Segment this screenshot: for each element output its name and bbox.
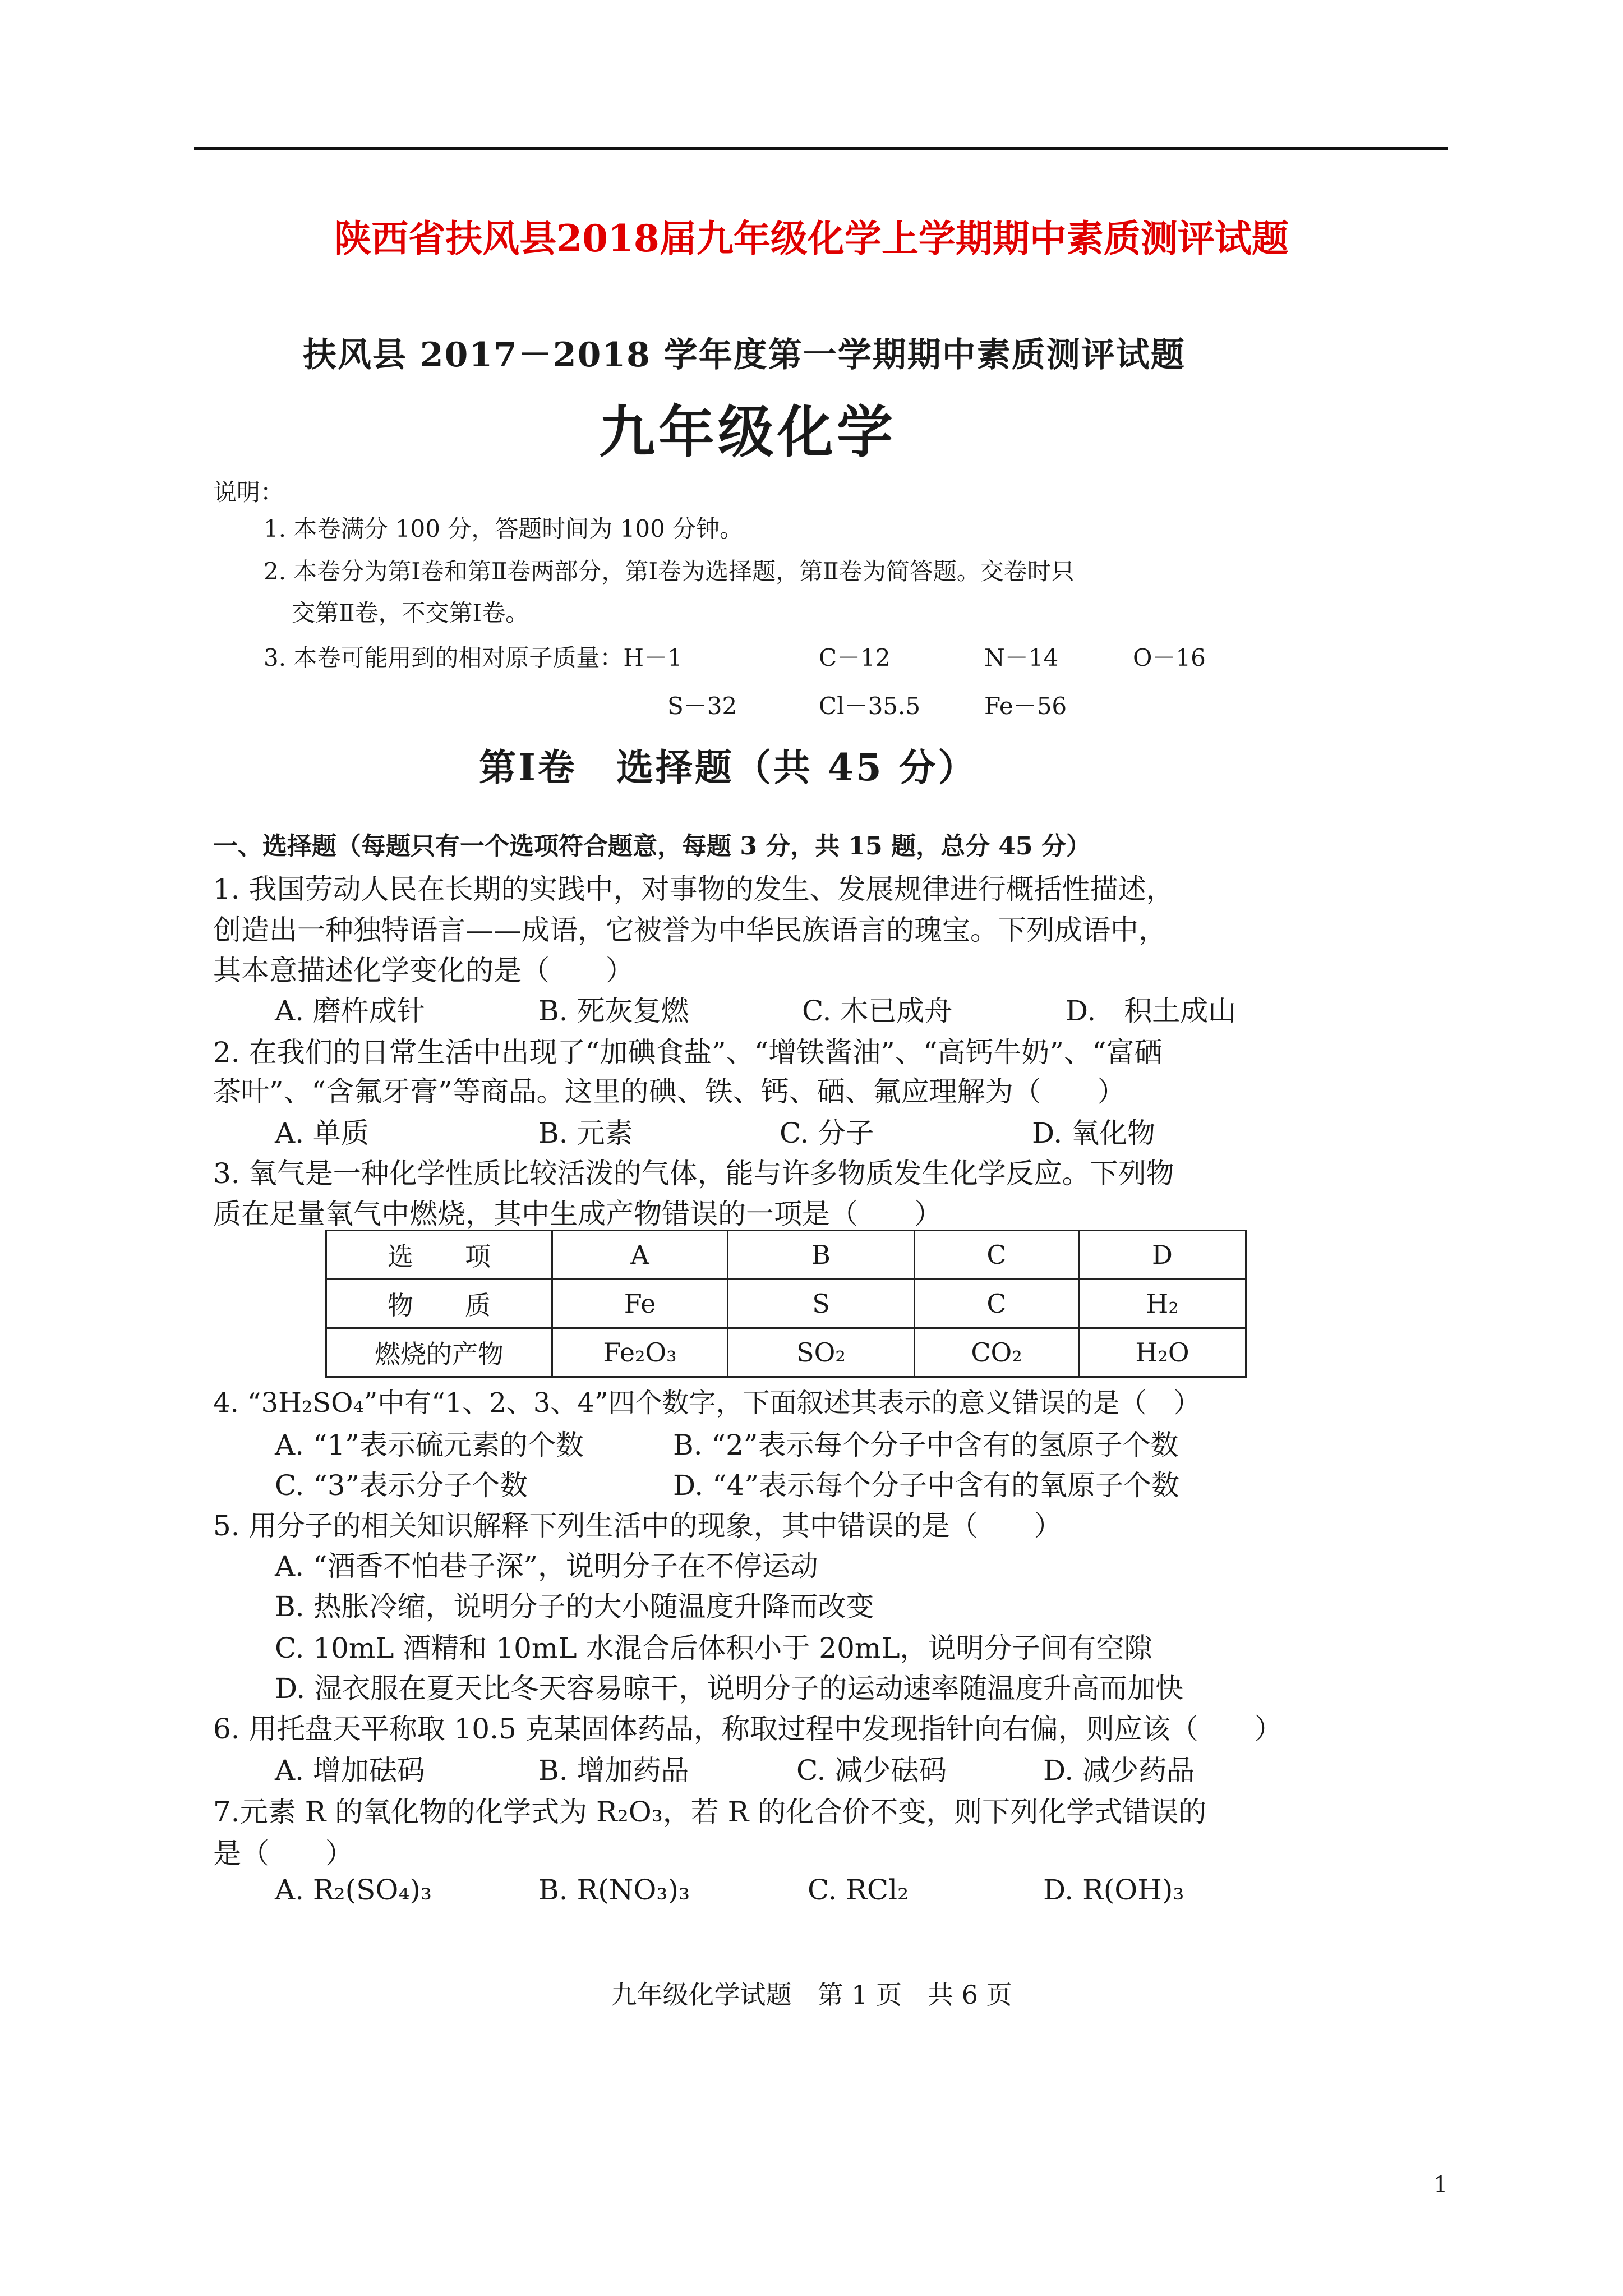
section-title: 第Ⅰ卷 选择题（共 45 分） (479, 746, 978, 789)
exam-title: 扶风县 2017－2018 学年度第一学期期中素质测评试题 (303, 335, 1186, 375)
mass-n: N－14 (984, 644, 1059, 671)
q3-line-2: 质在足量氧气中燃烧，其中生成产物错误的一项是（ ） (213, 1198, 942, 1230)
q4-option-b: B. “2”表示每个分子中含有的氢原子个数 (673, 1429, 1179, 1461)
note-1: 1. 本卷满分 100 分，答题时间为 100 分钟。 (264, 515, 744, 542)
table-cell: 选 项 (326, 1231, 552, 1280)
table-cell: C (915, 1231, 1079, 1280)
q7-option-c: C. RCl₂ (808, 1874, 909, 1906)
q1-line-3: 其本意描述化学变化的是（ ） (213, 954, 634, 987)
table-cell: H₂O (1079, 1328, 1246, 1377)
q2-option-d: D. 氧化物 (1032, 1117, 1156, 1149)
q5-option-b: B. 热胀冷缩，说明分子的大小随温度升降而改变 (275, 1590, 874, 1623)
q6-option-d: D. 减少药品 (1043, 1754, 1195, 1787)
q2-line-2: 茶叶”、“含氟牙膏”等商品。这里的碘、铁、钙、硒、氟应理解为（ ） (213, 1075, 1126, 1108)
mass-s: S－32 (667, 692, 737, 720)
table-cell: B (728, 1231, 915, 1280)
q1-line-2: 创造出一种独特语言——成语，它被誉为中华民族语言的瑰宝。下列成语中， (213, 914, 1166, 946)
q2-option-b: B. 元素 (538, 1117, 633, 1149)
q4-option-c: C. “3”表示分子个数 (275, 1469, 528, 1502)
q7-option-a: A. R₂(SO₄)₃ (275, 1874, 432, 1906)
part-heading: 一、选择题（每题只有一个选项符合题意，每题 3 分，共 15 题，总分 45 分） (213, 832, 1091, 861)
table-cell: CO₂ (915, 1328, 1079, 1377)
table-cell: 物 质 (326, 1280, 552, 1328)
q3-table (325, 1230, 1247, 1378)
q4-option-a: A. “1”表示硫元素的个数 (275, 1429, 584, 1461)
q5-line-1: 5. 用分子的相关知识解释下列生活中的现象，其中错误的是（ ） (213, 1510, 1062, 1542)
q1-option-a: A. 磨杵成针 (275, 995, 425, 1027)
table-row (326, 1280, 1246, 1328)
q2-option-a: A. 单质 (275, 1117, 369, 1149)
q5-option-d: D. 湿衣服在夏天比冬天容易晾干，说明分子的运动速率随温度升高而加快 (275, 1672, 1184, 1705)
q6-option-a: A. 增加砝码 (275, 1754, 425, 1787)
top-rule (194, 147, 1448, 150)
q7-line-1: 7.元素 R 的氧化物的化学式为 R₂O₃，若 R 的化合价不变，则下列化学式错误的 (213, 1796, 1207, 1828)
table-cell: Fe (552, 1280, 728, 1328)
table-cell: C (915, 1280, 1079, 1328)
q2-line-1: 2. 在我们的日常生活中出现了“加碘食盐”、“增铁酱油”、“高钙牛奶”、“富硒 (213, 1036, 1163, 1069)
red-title: 陕西省扶风县2018届九年级化学上学期期中素质测评试题 (334, 217, 1289, 260)
table-cell: SO₂ (728, 1328, 915, 1377)
table-row (326, 1328, 1246, 1377)
note-2: 2. 本卷分为第Ⅰ卷和第Ⅱ卷两部分，第Ⅰ卷为选择题，第Ⅱ卷为简答题。交卷时只 (264, 558, 1075, 585)
table-row (326, 1231, 1246, 1280)
table-cell: 燃烧的产物 (326, 1328, 552, 1377)
q7-line-2: 是（ ） (213, 1837, 353, 1870)
table-cell: A (552, 1231, 728, 1280)
q7-option-d: D. R(OH)₃ (1043, 1874, 1184, 1906)
q1-line-1: 1. 我国劳动人民在长期的实践中，对事物的发生、发展规律进行概括性描述， (213, 873, 1174, 905)
q4-option-d: D. “4”表示每个分子中含有的氧原子个数 (673, 1469, 1180, 1502)
q7-option-b: B. R(NO₃)₃ (538, 1874, 690, 1906)
page-number: 1 (1433, 2172, 1448, 2198)
q1-option-d: D. 积土成山 (1066, 995, 1237, 1027)
table-cell: H₂ (1079, 1280, 1246, 1328)
q5-option-c: C. 10mL 酒精和 10mL 水混合后体积小于 20mL，说明分子间有空隙 (275, 1632, 1152, 1664)
table-cell: S (728, 1280, 915, 1328)
q1-option-b: B. 死灰复燃 (538, 995, 689, 1027)
q6-option-b: B. 增加药品 (538, 1754, 689, 1787)
q1-option-c: C. 木已成舟 (802, 995, 953, 1027)
q5-option-a: A. “酒香不怕巷子深”，说明分子在不停运动 (275, 1550, 819, 1582)
subject-title: 九年级化学 (599, 399, 896, 465)
table-cell: Fe₂O₃ (552, 1328, 728, 1377)
page-footer: 九年级化学试题 第 1 页 共 6 页 (611, 1980, 1012, 2010)
q4-line-1: 4. “3H₂SO₄”中有“1、2、3、4”四个数字，下面叙述其表示的意义错误的是（ ） (213, 1387, 1201, 1419)
mass-fe: Fe－56 (984, 692, 1067, 720)
mass-o: O－16 (1133, 644, 1206, 671)
notes-label: 说明： (213, 478, 284, 506)
q2-option-c: C. 分子 (780, 1117, 874, 1149)
mass-c: C－12 (819, 644, 891, 671)
mass-cl: Cl－35.5 (819, 692, 921, 720)
table-cell: D (1079, 1231, 1246, 1280)
q3-line-1: 3. 氧气是一种化学性质比较活泼的气体，能与许多物质发生化学反应。下列物 (213, 1157, 1174, 1190)
note-2-cont: 交第Ⅱ卷，不交第Ⅰ卷。 (292, 599, 529, 627)
note-3: 3. 本卷可能用到的相对原子质量：H－1 (264, 644, 683, 671)
q6-option-c: C. 减少砝码 (796, 1754, 947, 1787)
q6-line-1: 6. 用托盘天平称取 10.5 克某固体药品，称取过程中发现指针向右偏，则应该（ ） (213, 1713, 1283, 1745)
